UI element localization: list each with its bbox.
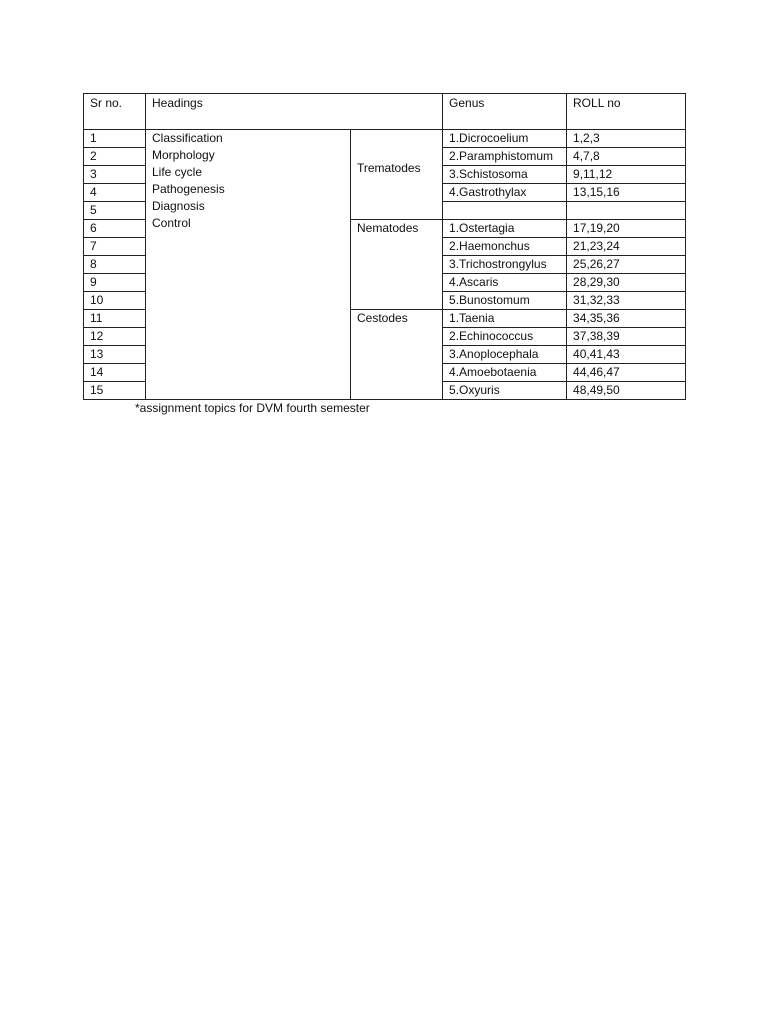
table-row — [84, 130, 686, 148]
roll-cell: 25,26,27 — [567, 256, 686, 274]
sr-cell: 7 — [84, 238, 146, 256]
sr-cell: 6 — [84, 220, 146, 238]
header-headings: Headings — [146, 94, 443, 130]
heading-item: Morphology — [152, 148, 215, 162]
headings-cell — [146, 130, 351, 400]
genus-cell: 4.Gastrothylax — [443, 184, 567, 202]
sr-cell: 1 — [84, 130, 146, 148]
genus-cell: 2.Echinococcus — [443, 328, 567, 346]
header-roll-no: ROLL no — [567, 94, 686, 130]
genus-cell: 5.Bunostomum — [443, 292, 567, 310]
sr-cell: 10 — [84, 292, 146, 310]
assignment-table — [83, 93, 686, 400]
genus-cell: 5.Oxyuris — [443, 382, 567, 400]
roll-cell: 40,41,43 — [567, 346, 686, 364]
genus-cell: 3.Anoplocephala — [443, 346, 567, 364]
heading-item: Diagnosis — [152, 199, 205, 213]
sr-cell: 8 — [84, 256, 146, 274]
sr-cell: 2 — [84, 148, 146, 166]
group-nematodes: Nematodes — [351, 220, 443, 310]
genus-cell: 1.Taenia — [443, 310, 567, 328]
roll-cell: 4,7,8 — [567, 148, 686, 166]
roll-cell: 44,46,47 — [567, 364, 686, 382]
table-header-row — [84, 94, 686, 130]
genus-cell: 4.Ascaris — [443, 274, 567, 292]
sr-cell: 5 — [84, 202, 146, 220]
sr-cell: 14 — [84, 364, 146, 382]
roll-cell: 28,29,30 — [567, 274, 686, 292]
group-cestodes: Cestodes — [351, 310, 443, 400]
sr-cell: 13 — [84, 346, 146, 364]
roll-cell: 9,11,12 — [567, 166, 686, 184]
genus-cell: 3.Schistosoma — [443, 166, 567, 184]
heading-item: Life cycle — [152, 165, 203, 179]
sr-cell: 11 — [84, 310, 146, 328]
roll-cell: 34,35,36 — [567, 310, 686, 328]
genus-cell: 1.Ostertagia — [443, 220, 567, 238]
sr-cell: 3 — [84, 166, 146, 184]
header-genus: Genus — [443, 94, 567, 130]
roll-cell: 37,38,39 — [567, 328, 686, 346]
genus-cell: 2.Haemonchus — [443, 238, 567, 256]
roll-cell: 21,23,24 — [567, 238, 686, 256]
genus-cell: 4.Amoebotaenia — [443, 364, 567, 382]
group-trematodes: Trematodes — [351, 130, 443, 220]
roll-cell: 13,15,16 — [567, 184, 686, 202]
footnote: *assignment topics for DVM fourth semester — [135, 401, 370, 415]
heading-item: Pathogenesis — [152, 182, 225, 196]
genus-cell — [443, 202, 567, 220]
roll-cell — [567, 202, 686, 220]
heading-item: Classification — [152, 131, 223, 145]
heading-item: Control — [152, 216, 191, 230]
sr-cell: 9 — [84, 274, 146, 292]
roll-cell: 1,2,3 — [567, 130, 686, 148]
sr-cell: 15 — [84, 382, 146, 400]
roll-cell: 31,32,33 — [567, 292, 686, 310]
sr-cell: 4 — [84, 184, 146, 202]
genus-cell: 1.Dicrocoelium — [443, 130, 567, 148]
genus-cell: 2.Paramphistomum — [443, 148, 567, 166]
roll-cell: 48,49,50 — [567, 382, 686, 400]
header-sr-no: Sr no. — [84, 94, 146, 130]
genus-cell: 3.Trichostrongylus — [443, 256, 567, 274]
sr-cell: 12 — [84, 328, 146, 346]
roll-cell: 17,19,20 — [567, 220, 686, 238]
